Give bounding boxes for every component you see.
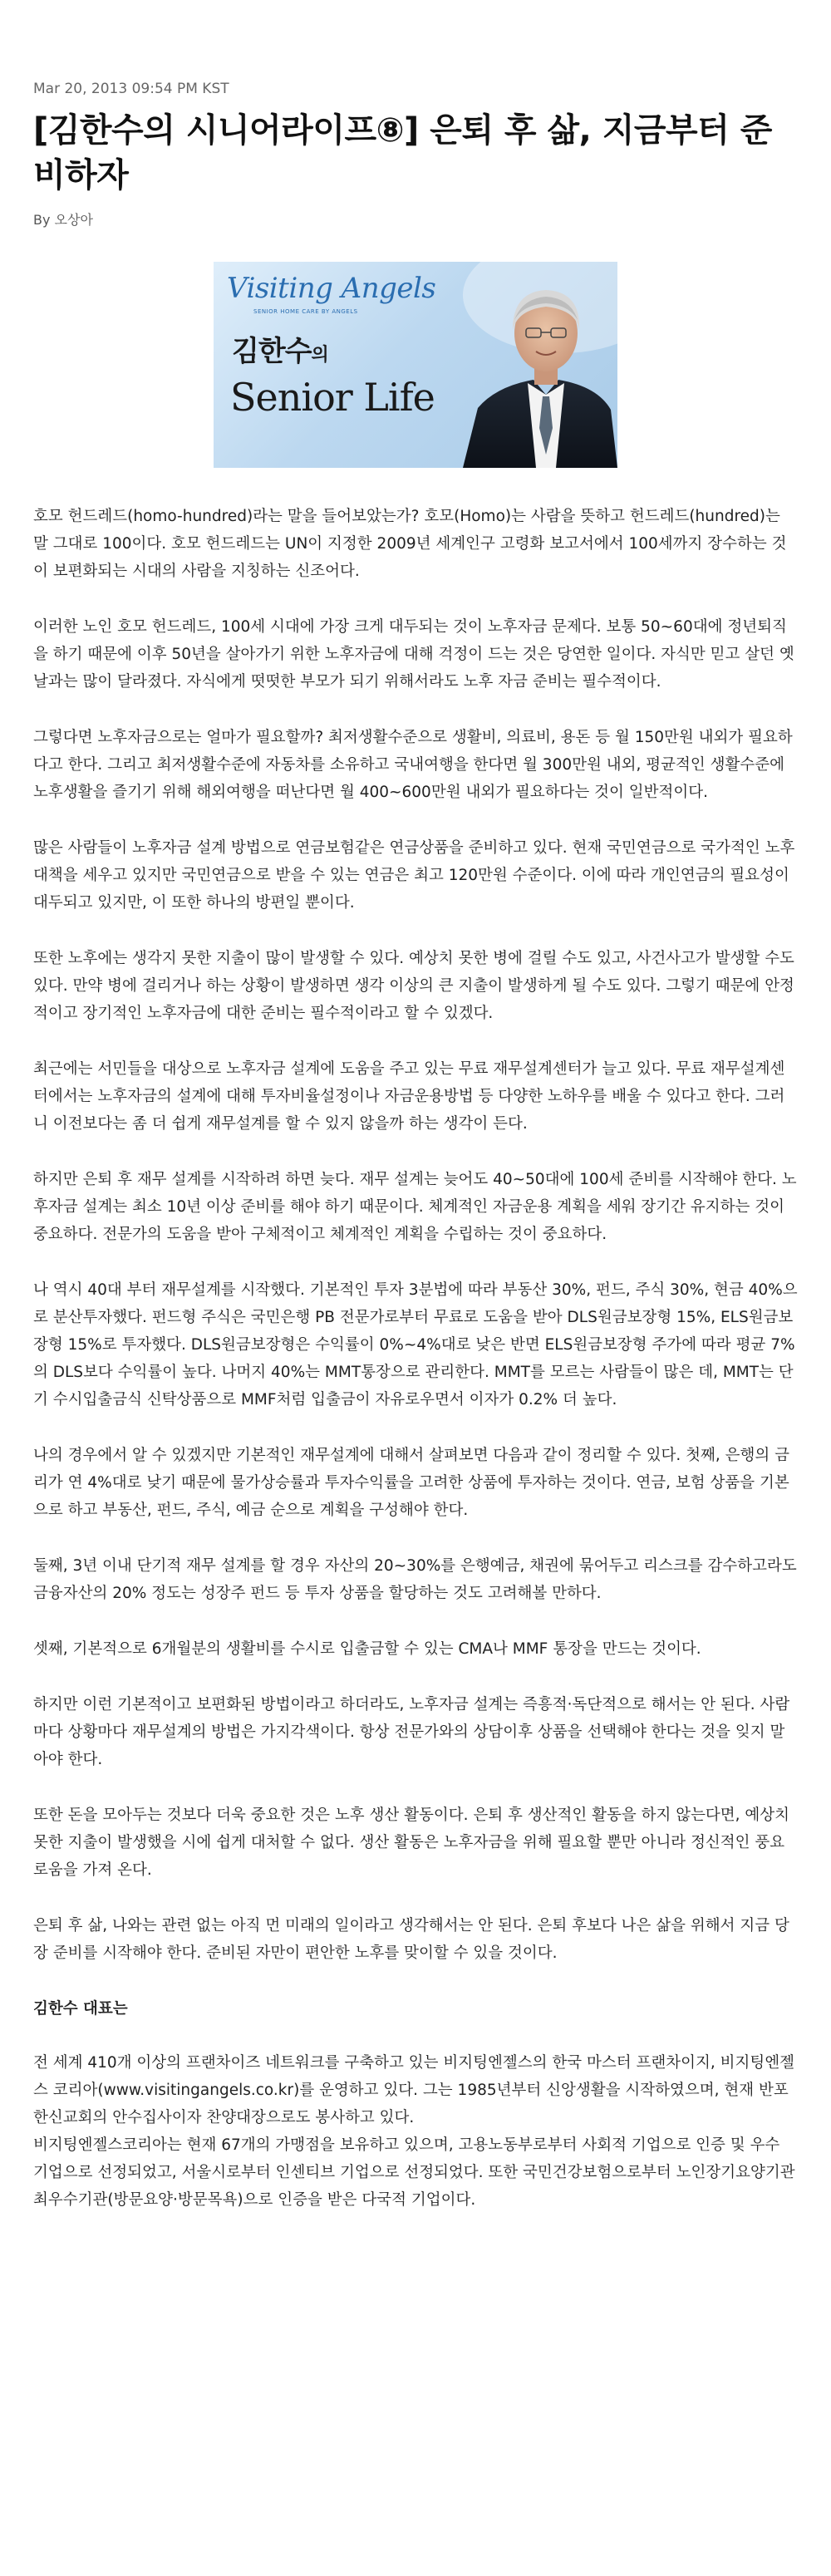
author-profile-text: 전 세계 410개 이상의 프랜차이즈 네트워크를 구축하고 있는 비지팅엔젤스의 한국 마스터 프랜차이지, 비지팅엔젤스 코리아(www.visitingangels.co.kr)를 운영하고 있다. 그는 1985년부터 신앙생활을 시작하였으며, 현재 반포 한신교회의 안수집사이자 찬양대장으로도 봉사하고 있다. xyxy=(33,2054,794,2126)
article-byline: By 오상아 xyxy=(33,212,93,228)
paragraph: 나 역시 40대 부터 재무설계를 시작했다. 기본적인 투자 3분법에 따라 부동산 30%, 펀드, 주식 30%, 현금 40%으로 분산투자했다. 펀드형 주식은 국민은행 PB 전문가로부터 무료로 도움을 받아 DLS원금보장형 15%, ELS원금보장형 15%로 투자했다. DLS원금보장형은 수익률이 0%~4%대로 낮은 반면 ELS원금보장형 주가에 따라 평균 7%의 DLS보다 수익률이 높다. 나머지 40%는 MMT통장으로 관리한다. MMT를 모르는 사람들이 많은 데, MMT는 단기 수시입출금식 신탁상품으로 MMF처럼 입출금이 자유로우면서 이자가 0.2% 더 높다. xyxy=(33,1281,798,1408)
paragraph: 또한 돈을 모아두는 것보다 더욱 중요한 것은 노후 생산 활동이다. 은퇴 후 생산적인 활동을 하지 않는다면, 예상치 못한 지출이 발생했을 시에 쉽게 대처할 수 없다. 생산 활동은 노후자금을 위해 필요할 뿐만 아니라 정신적인 풍요로움을 가져 온다. xyxy=(33,1807,790,1879)
banner-series-title: Senior Life xyxy=(230,375,435,420)
paragraph: 둘째, 3년 이내 단기적 재무 설계를 할 경우 자산의 20~30%를 은행예금, 채권에 묶어두고 리스크를 감수하고라도 금융자산의 20% 정도는 성장주 펀드 등 투자 상품을 할당하는 것도 고려해볼 만하다. xyxy=(33,1557,797,1602)
paragraph: 하지만 이런 기본적이고 보편화된 방법이라고 하더라도, 노후자금 설계는 즉흥적·독단적으로 해서는 안 된다. 사람마다 상황마다 재무설계의 방법은 가지각색이다. 항상 전문가와의 상담이후 상품을 선택해야 한다는 것을 잊지 말아야 한다. xyxy=(33,1696,790,1768)
banner-author-name-text: 김한수 xyxy=(232,335,312,368)
paragraph: 나의 경우에서 알 수 있겠지만 기본적인 재무설계에 대해서 살펴보면 다음과 같이 정리할 수 있다. 첫째, 은행의 금리가 연 4%대로 낮기 때문에 물가상승률과 투자수익률을 고려한 상품에 투자하는 것이다. 연금, 보험 상품을 기본으로 하고 부동산, 펀드, 주식, 예금 순으로 계획을 구성해야 한다. xyxy=(33,1447,790,1519)
paragraph: 호모 헌드레드(homo-hundred)라는 말을 들어보았는가? 호모(Homo)는 사람을 뜻하고 헌드레드(hundred)는 말 그대로 100이다. 호모 헌드레드는 UN이 지정한 2009년 세계인구 고령화 보고서에서 100세까지 장수하는 것이 보편화되는 시대의 사람을 지칭하는 신조어다. xyxy=(33,508,787,580)
banner-author-suffix: 의 xyxy=(311,345,328,366)
paragraph: 셋째, 기본적으로 6개월분의 생활비를 수시로 입출금할 수 있는 CMA나 MMF 통장을 만드는 것이다. xyxy=(33,1640,701,1658)
paragraph: 은퇴 후 삶, 나와는 관련 없는 아직 먼 미래의 일이라고 생각해서는 안 된다. 은퇴 후보다 나은 삶을 위해서 지금 당장 준비를 시작해야 한다. 준비된 자만이 편안한 노후를 맞이할 수 있을 것이다. xyxy=(33,1917,789,1962)
paragraph: 하지만 은퇴 후 재무 설계를 시작하려 하면 늦다. 재무 설계는 늦어도 40~50대에 100세 준비를 시작해야 한다. 노후자금 설계는 최소 10년 이상 준비를 해야 하기 때문이다. 체계적인 자금운용 계획을 세워 장기간 유지하는 것이 중요하다. 전문가의 도움을 받아 구체적이고 체계적인 계획을 수립하는 것이 중요하다. xyxy=(33,1171,797,1243)
article-date: Mar 20, 2013 09:54 PM KST xyxy=(33,81,229,97)
author-profile-text: 비지팅엔젤스코리아는 현재 67개의 가맹점을 보유하고 있으며, 고용노동부로부터 사회적 기업으로 인증 및 우수 기업으로 선정되었고, 서울시로부터 인센티브 기업으로 선정되었다. 또한 국민건강보험으로부터 노인장기요양기관 최우수기관(방문요양·방문목욕)으로 인증을 받은 다국적 기업이다. xyxy=(33,2136,795,2209)
senior-life-banner xyxy=(214,262,617,468)
paragraph: 많은 사람들이 노후자금 설계 방법으로 연금보험같은 연금상품을 준비하고 있다. 현재 국민연금으로 국가적인 노후대책을 세우고 있지만 국민연금으로 받을 수 있는 연금은 최고 120만원 수준이다. 이에 따라 개인연금의 필요성이 대두되고 있지만, 이 또한 하나의 방편일 뿐이다. xyxy=(33,839,795,912)
banner-brand: Visiting Angels xyxy=(227,272,436,305)
paragraph: 이러한 노인 호모 헌드레드, 100세 시대에 가장 크게 대두되는 것이 노후자금 문제다. 보통 50~60대에 정년퇴직을 하기 때문에 이후 50년을 살아가기 위한 노후자금에 대해 걱정이 드는 것은 당연한 일이다. 자식만 믿고 살던 옛날과는 많이 달라졌다. 자식에게 떳떳한 부모가 되기 위해서라도 노후 자금 준비는 필수적이다. xyxy=(33,618,794,691)
author-profile-heading: 김한수 대표는 xyxy=(33,2000,128,2018)
paragraph: 최근에는 서민들을 대상으로 노후자금 설계에 도움을 주고 있는 무료 재무설계센터가 늘고 있다. 무료 재무설계센터에서는 노후자금의 설계에 대해 투자비율설정이나 자금운용방법 등 다양한 노하우를 배울 수 있다고 한다. 그러니 이전보다는 좀 더 쉽게 재무설계를 할 수 있지 않을까 하는 생각이 든다. xyxy=(33,1060,785,1133)
article-body xyxy=(33,503,798,2214)
paragraph: 그렇다면 노후자금으로는 얼마가 필요할까? 최저생활수준으로 생활비, 의료비, 용돈 등 월 150만원 내외가 필요하다고 한다. 그리고 최저생활수준에 자동차를 소유하고 국내여행을 한다면 월 300만원 내외, 평균적인 생활수준에 노후생활을 즐기기 위해 해외여행을 떠난다면 월 400~600만원 내외가 필요하다는 것이 일반적이다. xyxy=(33,729,793,801)
banner-brand-subtitle: SENIOR HOME CARE BY ANGELS xyxy=(253,308,358,315)
article-title: [김한수의 시니어라이프⑧] 은퇴 후 삶, 지금부터 준비하자 xyxy=(33,111,772,194)
paragraph: 또한 노후에는 생각지 못한 지출이 많이 발생할 수 있다. 예상치 못한 병에 걸릴 수도 있고, 사건사고가 발생할 수도 있다. 만약 병에 걸리거나 하는 상황이 발생하면 생각 이상의 큰 지출이 발생하게 될 수도 있다. 그렇기 때문에 안정적이고 장기적인 노후자금에 대한 준비는 필수적이라고 할 수 있겠다. xyxy=(33,950,794,1022)
banner-author-name xyxy=(232,328,328,369)
banner-container xyxy=(33,262,798,468)
